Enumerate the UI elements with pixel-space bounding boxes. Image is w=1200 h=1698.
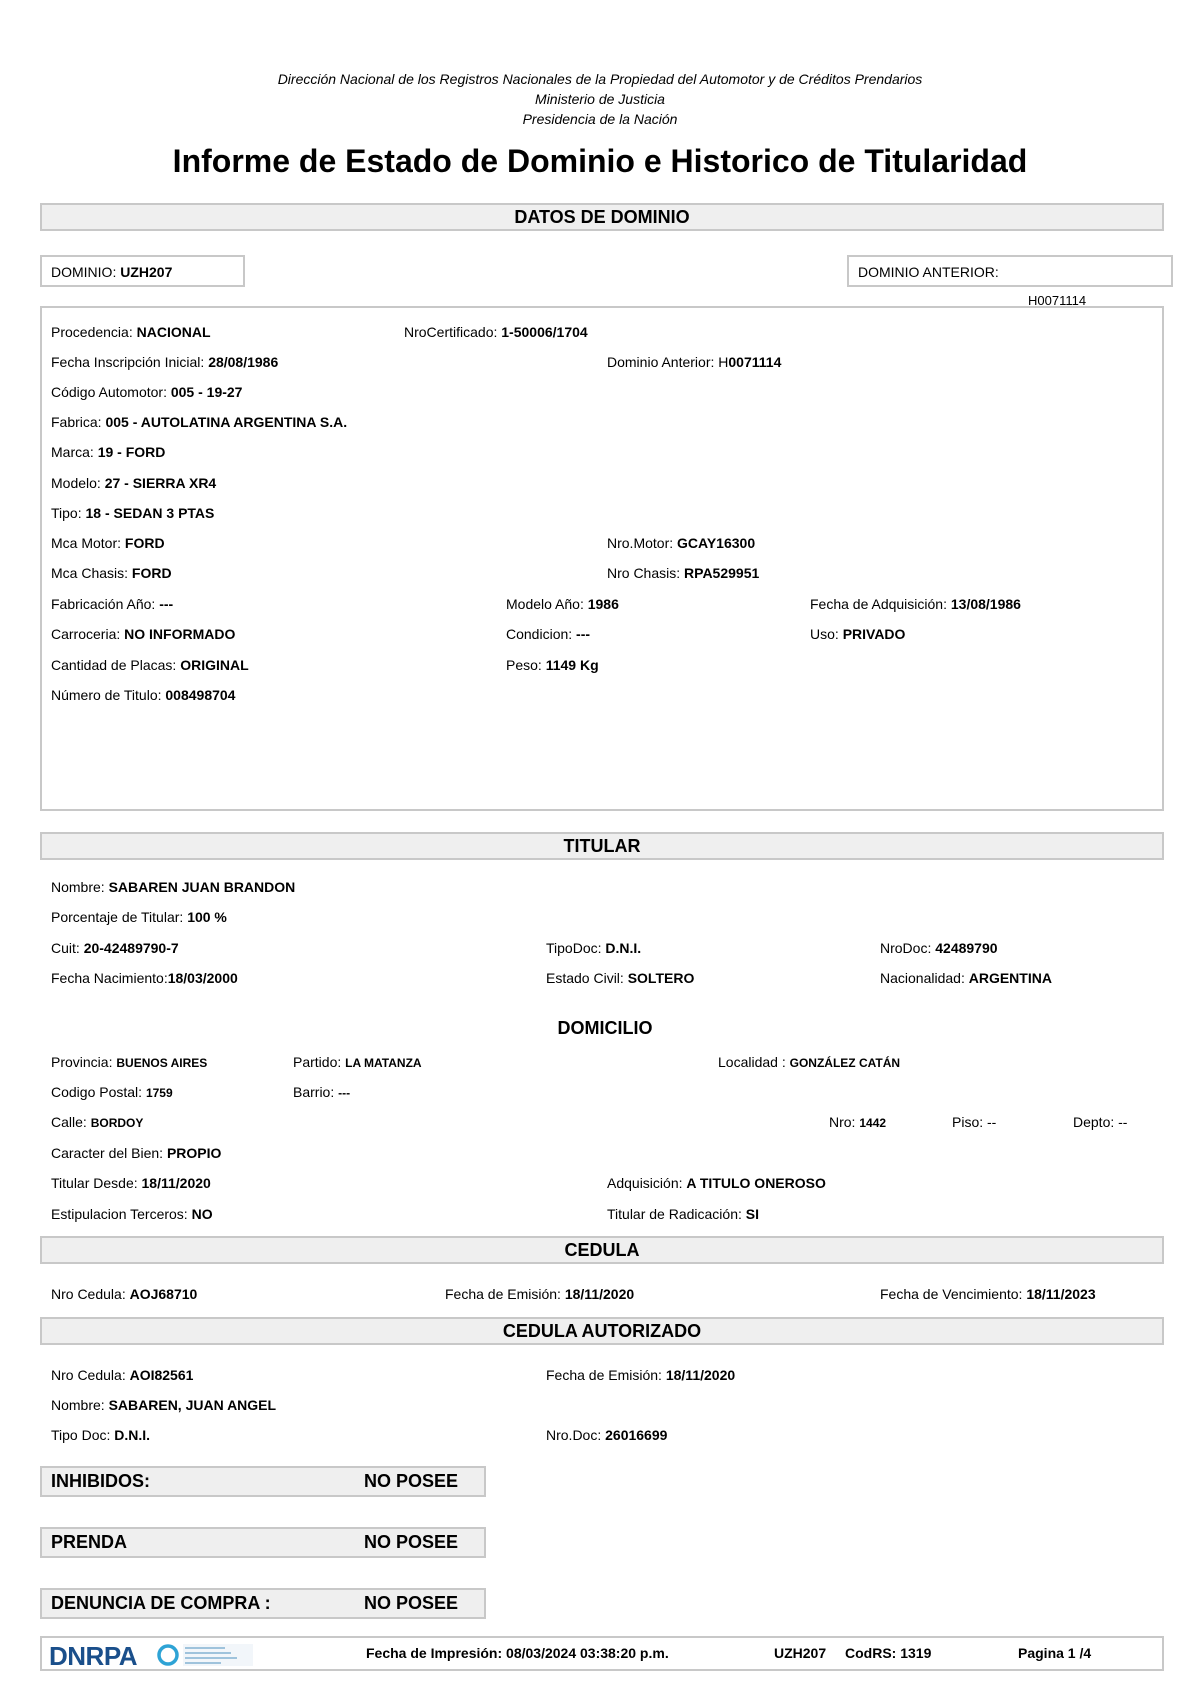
mca-chasis-field: Mca Chasis: FORD bbox=[51, 565, 172, 581]
section-cedula-autorizado: CEDULA AUTORIZADO bbox=[40, 1317, 1164, 1345]
domicilio-heading: DOMICILIO bbox=[557, 1018, 653, 1038]
nacionalidad-field: Nacionalidad: ARGENTINA bbox=[880, 970, 1052, 986]
prenda-label: PRENDA bbox=[51, 1532, 128, 1552]
fecha-nacimiento-field: Fecha Nacimiento:18/03/2000 bbox=[51, 970, 238, 986]
dominio-box bbox=[40, 255, 245, 287]
autorizado-nro-cedula-field: Nro Cedula: AOI82561 bbox=[51, 1367, 194, 1383]
nro-field: Nro: 1442 bbox=[829, 1114, 887, 1130]
numero-titulo-field: Número de Titulo: 008498704 bbox=[51, 687, 236, 703]
autorizado-fecha-emision-field: Fecha de Emisión: 18/11/2020 bbox=[546, 1367, 736, 1383]
cedula-nro-field: Nro Cedula: AOJ68710 bbox=[51, 1286, 198, 1302]
modelo-anio-field: Modelo Año: 1986 bbox=[506, 596, 619, 612]
titular-radicacion-field: Titular de Radicación: SI bbox=[607, 1206, 760, 1222]
section-titular: TITULAR bbox=[40, 832, 1164, 860]
titular-desde-field: Titular Desde: 18/11/2020 bbox=[51, 1175, 211, 1191]
prenda-value: NO POSEE bbox=[364, 1532, 459, 1552]
denuncia-box bbox=[40, 1588, 486, 1619]
footer-dominio: UZH207 bbox=[774, 1645, 827, 1661]
autorizado-nombre-field: Nombre: SABAREN, JUAN ANGEL bbox=[51, 1397, 277, 1413]
dominio-anterior-field: Dominio Anterior: H0071114 bbox=[607, 354, 782, 370]
nombre-field: Nombre: SABAREN JUAN BRANDON bbox=[51, 879, 296, 895]
cedula-fecha-vencimiento-field: Fecha de Vencimiento: 18/11/2023 bbox=[880, 1286, 1096, 1302]
tipo-field: Tipo: 18 - SEDAN 3 PTAS bbox=[51, 505, 215, 521]
caracter-bien-field: Caracter del Bien: PROPIO bbox=[51, 1145, 222, 1161]
codigo-postal-field: Codigo Postal: 1759 bbox=[51, 1084, 173, 1100]
mca-motor-field: Mca Motor: FORD bbox=[51, 535, 165, 551]
provincia-field: Provincia: BUENOS AIRES bbox=[51, 1054, 208, 1070]
cuit-field: Cuit: 20-42489790-7 bbox=[51, 940, 179, 956]
barrio-field: Barrio: --- bbox=[293, 1084, 351, 1100]
footer bbox=[40, 1636, 1164, 1671]
section-datos-dominio: DATOS DE DOMINIO bbox=[40, 203, 1164, 231]
dominio-field: DOMINIO: UZH207 bbox=[51, 264, 173, 280]
autorizado-nro-doc-field: Nro.Doc: 26016699 bbox=[546, 1427, 668, 1443]
nro-chasis-field: Nro Chasis: RPA529951 bbox=[607, 565, 760, 581]
nro-certificado-field: NroCertificado: 1-50006/1704 bbox=[404, 324, 588, 340]
fecha-inscripcion-field: Fecha Inscripción Inicial: 28/08/1986 bbox=[51, 354, 279, 370]
adquisicion-field: Adquisición: A TITULO ONEROSO bbox=[607, 1175, 826, 1191]
presidency-line: Presidencia de la Nación bbox=[522, 111, 678, 127]
denuncia-value: NO POSEE bbox=[364, 1593, 459, 1613]
section-cedula: CEDULA bbox=[40, 1236, 1164, 1264]
estado-civil-field: Estado Civil: SOLTERO bbox=[546, 970, 695, 986]
dominio-anterior-label: DOMINIO ANTERIOR: bbox=[858, 264, 999, 280]
marca-field: Marca: 19 - FORD bbox=[51, 444, 166, 460]
tipo-doc-field: TipoDoc: D.N.I. bbox=[546, 940, 642, 956]
fecha-impresion: Fecha de Impresión: 08/03/2024 03:38:20 p.m. bbox=[366, 1645, 669, 1661]
page-number: Pagina 1 /4 bbox=[1018, 1645, 1092, 1661]
uso-field: Uso: PRIVADO bbox=[810, 626, 906, 642]
fabrica-field: Fabrica: 005 - AUTOLATINA ARGENTINA S.A. bbox=[51, 414, 348, 430]
dnrpa-logo-text: DNRPA bbox=[49, 1641, 138, 1671]
peso-field: Peso: 1149 Kg bbox=[506, 657, 599, 673]
fecha-adquisicion-field: Fecha de Adquisición: 13/08/1986 bbox=[810, 596, 1021, 612]
prenda-box bbox=[40, 1527, 486, 1558]
dominio-anterior-value: H0071114 bbox=[1028, 293, 1087, 308]
dnrpa-logo-caption-icon bbox=[183, 1644, 253, 1666]
inhibidos-value: NO POSEE bbox=[364, 1471, 459, 1491]
nro-motor-field: Nro.Motor: GCAY16300 bbox=[607, 535, 756, 551]
fabricacion-anio-field: Fabricación Año: --- bbox=[51, 596, 174, 612]
ministry-line: Ministerio de Justicia bbox=[535, 91, 665, 107]
agency-line: Dirección Nacional de los Registros Nacionales de la Propiedad del Automotor y de Créditos Prendarios bbox=[277, 71, 923, 87]
inhibidos-box bbox=[40, 1466, 486, 1497]
autorizado-tipo-doc-field: Tipo Doc: D.N.I. bbox=[51, 1427, 151, 1443]
denuncia-label: DENUNCIA DE COMPRA : bbox=[51, 1593, 271, 1613]
calle-field: Calle: BORDOY bbox=[51, 1114, 144, 1130]
piso-field: Piso: -- bbox=[952, 1114, 997, 1130]
estipulacion-field: Estipulacion Terceros: NO bbox=[51, 1206, 213, 1222]
dominio-anterior-box bbox=[847, 255, 1173, 287]
condicion-field: Condicion: --- bbox=[506, 626, 591, 642]
cod-rs: CodRS: 1319 bbox=[845, 1645, 932, 1661]
localidad-field: Localidad : GONZÁLEZ CATÁN bbox=[718, 1054, 901, 1070]
depto-field: Depto: -- bbox=[1073, 1114, 1128, 1130]
porcentaje-field: Porcentaje de Titular: 100 % bbox=[51, 909, 227, 925]
carroceria-field: Carroceria: NO INFORMADO bbox=[51, 626, 236, 642]
datos-dominio-box bbox=[40, 306, 1164, 811]
dnrpa-logo bbox=[46, 1640, 254, 1671]
cantidad-placas-field: Cantidad de Placas: ORIGINAL bbox=[51, 657, 249, 673]
dnrpa-logo-ring-icon bbox=[156, 1643, 180, 1667]
page-title: Informe de Estado de Dominio e Historico de Titularidad bbox=[172, 143, 1028, 179]
cedula-fecha-emision-field: Fecha de Emisión: 18/11/2020 bbox=[445, 1286, 635, 1302]
modelo-field: Modelo: 27 - SIERRA XR4 bbox=[51, 475, 217, 491]
procedencia-field: Procedencia: NACIONAL bbox=[51, 324, 211, 340]
nro-doc-field: NroDoc: 42489790 bbox=[880, 940, 998, 956]
partido-field: Partido: LA MATANZA bbox=[293, 1054, 422, 1070]
inhibidos-label: INHIBIDOS: bbox=[51, 1471, 150, 1491]
codigo-automotor-field: Código Automotor: 005 - 19-27 bbox=[51, 384, 243, 400]
